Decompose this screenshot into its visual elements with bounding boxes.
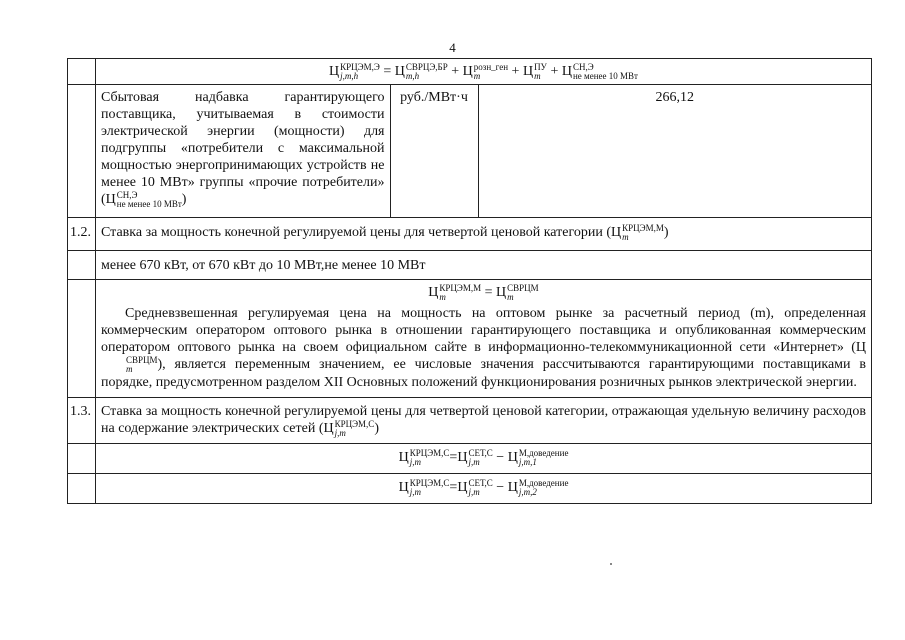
section-1-2-title-row [68,218,872,251]
empty-number-cell [68,444,96,474]
section-1-3-formula-row-2 [68,474,872,504]
section-number: 1.3. [68,398,96,444]
page-number: 4 [449,40,456,55]
section-1-3-formula-row-1 [68,444,872,474]
section-1-3-title-row [68,398,872,444]
formula-top: Ц КРЦЭМ,Э j,m,h = Ц СВРЦЭ,БР m,h + Ц розн_ген m + Ц ПУ m + Ц СН,Э не менее 10 МВт [329,62,638,81]
section-1-3-formula-2: Ц КРЦЭМ,С j,m =Ц СЕТ,С j,m − Ц М,доведение j,m,2 [96,474,872,504]
section-1-2-explanation: Средневзвешенная регулируемая цена на мощность на оптовом рынке за расчетный период (m), определенная коммерческим оператором оптового рынка в отношении гарантирующего поставщика и опубликованная коммерческим оператором оптового рынка на своем официальном сайте в информационно-телекоммуникационной сети «Интернет» (Ц СВРЦМ m ), является переменным значением, ее числовые значения рассчитываются гарантирующими поставщиками в порядке, предусмотренном разделом XII Основных положений функционирования розничных рынков электрической энергии. [101,306,866,390]
section-1-2-ranges-row [68,251,872,280]
section-1-3-formula-1: Ц КРЦЭМ,С j,m =Ц СЕТ,С j,m − Ц М,доведение j,m,1 [96,444,872,474]
scan-speck [610,563,612,565]
markup-value: 266,12 [655,90,694,105]
empty-number-cell [68,474,96,504]
section-1-2-formula-cell [96,280,872,398]
formula-row-top [68,59,872,85]
empty-number-cell [68,85,96,218]
markup-row [68,85,872,218]
empty-number-cell [68,280,96,398]
markup-subtable [96,85,871,217]
section-1-3-title: Ставка за мощность конечной регулируемой цены для четвертой ценовой категории, отражающая удельную величину расходов на содержание электрических сетей (Ц КРЦЭМ,С j,m ) [96,398,872,444]
section-number: 1.2. [68,218,96,251]
markup-unit: руб./МВт·ч [390,85,478,217]
empty-number-cell [68,251,96,280]
section-1-2-formula-row [68,280,872,398]
tariff-table [67,58,872,504]
section-1-2-title: Ставка за мощность конечной регулируемой цены для четвертой ценовой категории (Ц КРЦЭМ,М m ) [96,218,872,251]
formula-cell-top [96,59,872,85]
markup-row-cell [96,85,872,218]
markup-description: Сбытовая надбавка гарантирующего поставщика, учитываемая в стоимости электрической энергии (мощности) для подгруппы «потребители с максимальной мощностью энергопринимающих устройств не менее 10 МВт» группы «прочие потребители» (Ц СН,Э не менее 10 МВт ) [96,85,390,217]
section-1-2-formula: Ц КРЦЭМ,М m = Ц СВРЦМ m [428,283,539,302]
section-1-2-ranges: менее 670 кВт, от 670 кВт до 10 МВт,не менее 10 МВт [96,251,872,280]
empty-number-cell [68,59,96,85]
